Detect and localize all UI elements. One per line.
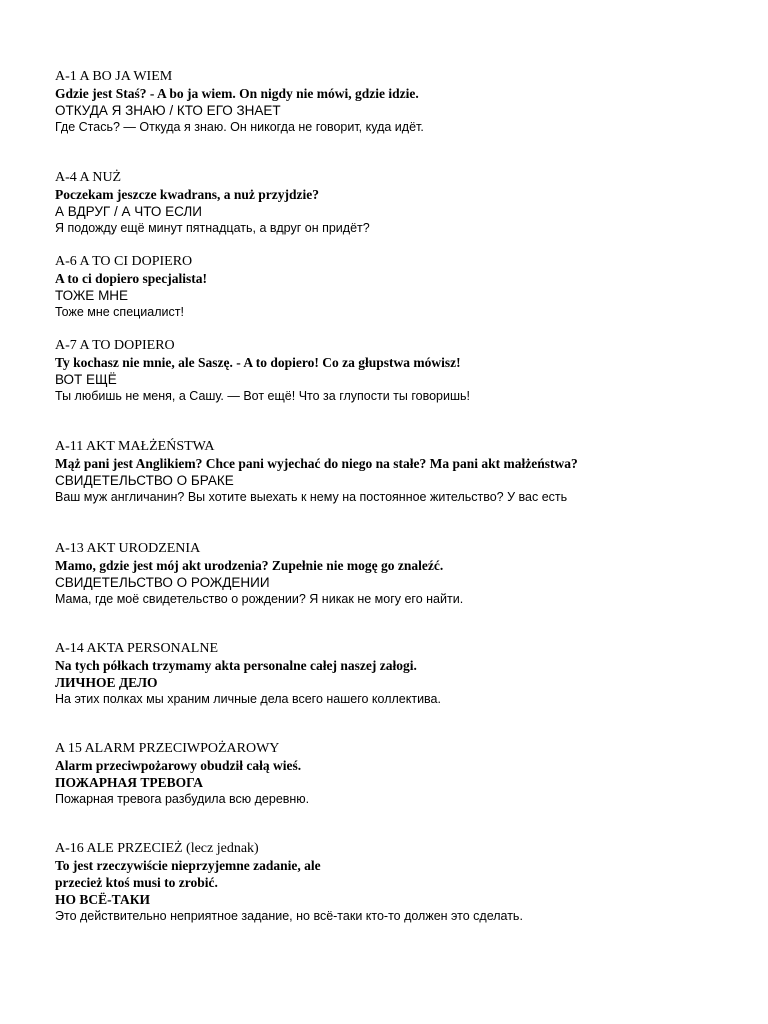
entry-heading: A-16 ALE PRZECIEŻ (lecz jednak): [55, 841, 259, 856]
polish-example: A to ci dopiero specjalista!: [55, 271, 207, 286]
russian-example: На этих полках мы храним личные дела всего нашего коллектива.: [55, 692, 441, 706]
entry-heading: A 15 ALARM PRZECIWPOŻAROWY: [55, 741, 280, 756]
entry-heading: A-1 A BO JA WIEM: [55, 69, 173, 84]
russian-example: Ваш муж англичанин? Вы хотите выехать к нему на постоянное жительство? У вас есть: [55, 490, 568, 504]
dictionary-entry: [55, 337, 745, 405]
entry-heading: A-6 A TO CI DOPIERO: [55, 254, 193, 269]
entry-heading: A-13 AKT URODZENIA: [55, 541, 201, 556]
russian-translation: А ВДРУГ / А ЧТО ЕСЛИ: [55, 204, 202, 219]
polish-example: Ty kochasz nie mnie, ale Saszę. - A to dopiero! Co za głupstwa mówisz!: [55, 355, 461, 370]
russian-translation: ПОЖАРНАЯ ТРЕВОГА: [55, 775, 204, 790]
dictionary-entry: [55, 169, 745, 237]
dictionary-entry: [55, 68, 745, 136]
russian-translation: СВИДЕТЕЛЬСТВО О БРАКЕ: [55, 473, 234, 488]
polish-example: Na tych półkach trzymamy akta personalne całej naszej załogi.: [55, 658, 417, 673]
russian-example: Где Стась? — Откуда я знаю. Он никогда не говорит, куда идёт.: [55, 120, 424, 134]
russian-example: Я подожду ещё минут пятнадцать, а вдруг он придёт?: [55, 221, 370, 235]
russian-example: Тоже мне специалист!: [55, 305, 184, 319]
dictionary-entry: [55, 438, 745, 506]
polish-example: Poczekam jeszcze kwadrans, a nuż przyjdzie?: [55, 187, 319, 202]
entry-heading: A-7 A TO DOPIERO: [55, 338, 175, 353]
polish-example: Mąż pani jest Anglikiem? Chce pani wyjechać do niego na stałe? Ma pani akt małżeństwa?: [55, 456, 578, 471]
russian-example: Ты любишь не меня, а Сашу. — Вот ещё! Что за глупости ты говоришь!: [55, 389, 470, 403]
russian-translation: СВИДЕТЕЛЬСТВО О РОЖДЕНИИ: [55, 575, 270, 590]
russian-translation: ВОТ ЕЩЁ: [55, 372, 117, 387]
dictionary-entry: [55, 840, 745, 925]
polish-example: przecież ktoś musi to zrobić.: [55, 875, 218, 890]
russian-example: Пожарная тревога разбудила всю деревню.: [55, 792, 310, 806]
russian-example: Мама, где моё свидетельство о рождении? Я никак не могу его найти.: [55, 592, 464, 606]
dictionary-entry: [55, 540, 745, 608]
russian-translation: ТОЖЕ МНЕ: [55, 288, 129, 303]
russian-translation: ОТКУДА Я ЗНАЮ / КТО ЕГО ЗНАЕТ: [55, 103, 281, 118]
polish-example: Mamo, gdzie jest mój akt urodzenia? Zupełnie nie mogę go znaleźć.: [55, 558, 444, 573]
dictionary-entry: [55, 253, 745, 321]
entry-heading: A-11 AKT MAŁŻEŃSTWA: [55, 439, 215, 454]
entry-heading: A-14 AKTA PERSONALNE: [55, 641, 218, 656]
dictionary-entry: [55, 640, 745, 708]
dictionary-entry: [55, 740, 745, 808]
russian-translation: ЛИЧНОЕ ДЕЛО: [55, 675, 158, 690]
polish-example: Alarm przeciwpożarowy obudził całą wieś.: [55, 758, 302, 773]
entry-heading: A-4 A NUŻ: [55, 170, 122, 185]
polish-example: To jest rzeczywiście nieprzyjemne zadanie, ale: [55, 858, 321, 873]
polish-example: Gdzie jest Staś? - A bo ja wiem. On nigdy nie mówi, gdzie idzie.: [55, 86, 419, 101]
russian-example: Это действительно неприятное задание, но всё-таки кто-то должен это сделать.: [55, 909, 523, 923]
russian-translation: НО ВСЁ-ТАКИ: [55, 892, 151, 907]
